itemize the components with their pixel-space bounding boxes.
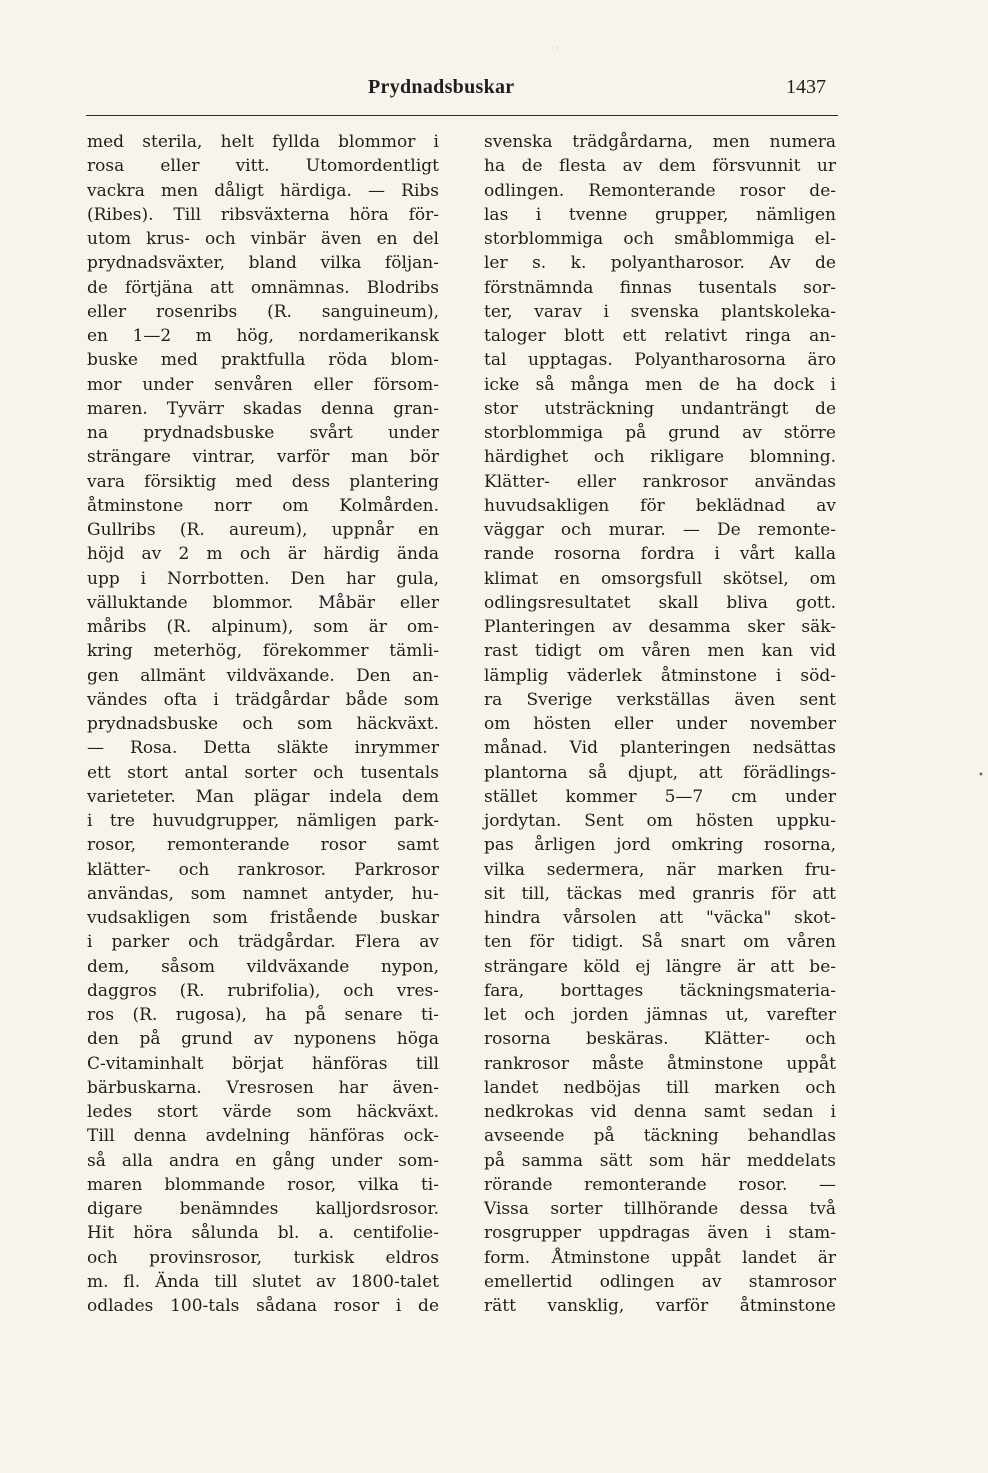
header-rule <box>86 115 838 116</box>
text-line: Hit höra sålunda bl. a. centifolie- <box>87 1223 439 1244</box>
text-line: rosgrupper uppdragas även i stam- <box>484 1223 836 1244</box>
text-line: ha de flesta av dem försvunnit ur <box>484 156 836 177</box>
text-line: med sterila, helt fyllda blommor i <box>87 132 439 152</box>
text-line: svenska trädgårdarna, men numera <box>484 132 836 152</box>
text-line: rörande remonterande rosor. — <box>484 1174 836 1195</box>
text-line: prydnadsväxter, bland vilka följan- <box>87 253 439 274</box>
text-line: jordytan. Sent om hösten uppku- <box>484 811 836 831</box>
text-line: lämplig väderlek åtminstone i söd- <box>484 665 836 686</box>
text-line: Gullribs (R. aureum), uppnår en <box>87 520 439 540</box>
scan-mark: · <box>556 44 559 53</box>
text-line: maren. Tyvärr skadas denna gran- <box>87 398 439 419</box>
text-line: kring meterhög, förekommer tämli- <box>87 641 439 662</box>
text-line: Klätter- eller rankrosor användas <box>484 471 836 492</box>
text-line: form. Åtminstone uppåt landet är <box>484 1247 836 1268</box>
text-line: maren blommande rosor, vilka ti- <box>87 1174 439 1195</box>
text-line: dem, såsom vildväxande nypon, <box>87 956 439 977</box>
text-line: rande rosorna fordra i vårt kalla <box>484 544 836 565</box>
text-line: Till denna avdelning hänföras ock- <box>87 1126 439 1147</box>
text-line: ett stort antal sorter och tusentals <box>87 762 439 783</box>
text-line: (Ribes). Till ribsväxterna höra för- <box>87 204 439 225</box>
text-line: måribs (R. alpinum), som är om- <box>87 617 439 637</box>
text-line: rast tidigt om våren men kan vid <box>484 641 836 662</box>
text-line: stor utsträckning undanträngt de <box>484 398 836 419</box>
text-line: i tre huvudgrupper, nämligen park- <box>87 811 439 831</box>
text-line: plantorna så djupt, att förädlings- <box>484 762 836 783</box>
text-line: prydnadsbuske och som häckväxt. <box>87 714 439 734</box>
text-line: vilka sedermera, när marken fru- <box>484 859 836 880</box>
text-line: rosa eller vitt. Utomordentligt <box>87 156 439 177</box>
text-line: odlades 100-tals sådana rosor i de <box>87 1296 439 1316</box>
text-line: icke så många men de ha dock i <box>484 374 836 395</box>
text-line: eller rosenribs (R. sanguineum), <box>87 301 439 322</box>
text-line: så alla andra en gång under som- <box>87 1150 439 1171</box>
text-line: landet nedböjas till marken och <box>484 1077 836 1098</box>
text-line: vändes ofta i trädgårdar både som <box>87 689 439 710</box>
text-line: välluktande blommor. Måbär eller <box>87 592 439 613</box>
text-line: rosorna beskäras. Klätter- och <box>484 1029 836 1050</box>
text-line: sit till, täckas med granris för att <box>484 883 836 904</box>
text-line: bärbuskarna. Vresrosen har även- <box>87 1077 439 1098</box>
text-line: förstnämnda finnas tusentals sor- <box>484 277 836 298</box>
text-line: huvudsakligen för beklädnad av <box>484 495 836 516</box>
text-line: odlingsresultatet skall bliva gott. <box>484 592 836 613</box>
text-line: en 1—2 m hög, nordamerikansk <box>87 326 439 346</box>
text-line: månad. Vid planteringen nedsättas <box>484 738 836 759</box>
running-header-title: Prydnadsbuskar <box>368 76 515 98</box>
text-line: den på grund av nyponens höga <box>87 1029 439 1050</box>
text-line: pas årligen jord omkring rosorna, <box>484 835 836 856</box>
text-line: om hösten eller under november <box>484 714 836 734</box>
text-column-right <box>484 130 836 1318</box>
text-line: — Rosa. Detta släkte inrymmer <box>87 738 439 759</box>
text-line: strängare köld ej längre är att be- <box>484 956 836 977</box>
text-line: vudsakligen som fristående buskar <box>87 908 439 928</box>
text-line: ra Sverige verkställas även sent <box>484 689 836 710</box>
text-line: C-vitaminhalt börjat hänföras till <box>87 1053 439 1074</box>
text-line: på samma sätt som här meddelats <box>484 1150 836 1171</box>
text-line: na prydnadsbuske svårt under <box>87 423 439 443</box>
text-line: de förtjäna att omnämnas. Blodribs <box>87 277 439 298</box>
text-line: hindra vårsolen att "väcka" skot- <box>484 908 836 928</box>
text-line: digare benämndes kalljordsrosor. <box>87 1199 439 1219</box>
text-line: fara, borttages täckningsmateria- <box>484 980 836 1001</box>
text-column-left <box>87 130 439 1318</box>
text-line: vara försiktig med dess plantering <box>87 471 439 492</box>
text-line: storblommiga och småblommiga el- <box>484 229 836 249</box>
text-line: åtminstone norr om Kolmården. <box>87 495 439 516</box>
text-line: odlingen. Remonterande rosor de- <box>484 180 836 201</box>
text-line: Planteringen av desamma sker säk- <box>484 617 836 637</box>
text-line: strängare vintrar, varför man bör <box>87 447 439 468</box>
text-line: avseende på täckning behandlas <box>484 1126 836 1147</box>
text-line: ter, varav i svenska plantskoleka- <box>484 301 836 322</box>
text-line: emellertid odlingen av stamrosor <box>484 1271 836 1292</box>
text-line: och provinsrosor, turkisk eldros <box>87 1247 439 1268</box>
text-line: ros (R. rugosa), ha på senare ti- <box>87 1005 439 1025</box>
text-line: vackra men dåligt härdiga. — Ribs <box>87 180 439 201</box>
text-line: klätter- och rankrosor. Parkrosor <box>87 859 439 880</box>
text-line: Vissa sorter tillhörande dessa två <box>484 1199 836 1219</box>
text-line: i parker och trädgårdar. Flera av <box>87 932 439 953</box>
text-line: let och jorden jämnas ut, varefter <box>484 1005 836 1025</box>
text-line: storblommiga på grund av större <box>484 423 836 443</box>
text-line: ledes stort värde som häckväxt. <box>87 1102 439 1122</box>
text-line: rankrosor måste åtminstone uppåt <box>484 1053 836 1074</box>
text-line: rätt vansklig, varför åtminstone <box>484 1296 836 1316</box>
text-line: las i tvenne grupper, nämligen <box>484 204 836 225</box>
text-line: m. fl. Ända till slutet av 1800-talet <box>87 1271 439 1292</box>
text-line: utom krus- och vinbär även en del <box>87 229 439 249</box>
text-line: upp i Norrbotten. Den har gula, <box>87 568 439 589</box>
text-line: klimat en omsorgsfull skötsel, om <box>484 568 836 589</box>
text-line: höjd av 2 m och är härdig ända <box>87 544 439 565</box>
page-number: 1437 <box>786 76 826 98</box>
margin-speck: • <box>978 770 984 781</box>
text-line: väggar och murar. — De remonte- <box>484 520 836 540</box>
text-line: daggros (R. rubrifolia), och vres- <box>87 980 439 1001</box>
text-line: tal upptagas. Polyantharosorna äro <box>484 350 836 371</box>
text-line: stället kommer 5—7 cm under <box>484 786 836 807</box>
text-line: härdighet och rikligare blomning. <box>484 447 836 468</box>
text-line: ler s. k. polyantharosor. Av de <box>484 253 836 274</box>
text-line: mor under senvåren eller försom- <box>87 374 439 395</box>
text-line: buske med praktfulla röda blom- <box>87 350 439 371</box>
text-line: varieteter. Man plägar indela dem <box>87 786 439 807</box>
text-line: taloger blott ett relativt ringa an- <box>484 326 836 346</box>
text-line: användas, som namnet antyder, hu- <box>87 883 439 904</box>
text-line: rosor, remonterande rosor samt <box>87 835 439 856</box>
text-line: ten för tidigt. Så snart om våren <box>484 932 836 953</box>
text-line: gen allmänt vildväxande. Den an- <box>87 665 439 686</box>
text-line: nedkrokas vid denna samt sedan i <box>484 1102 836 1122</box>
